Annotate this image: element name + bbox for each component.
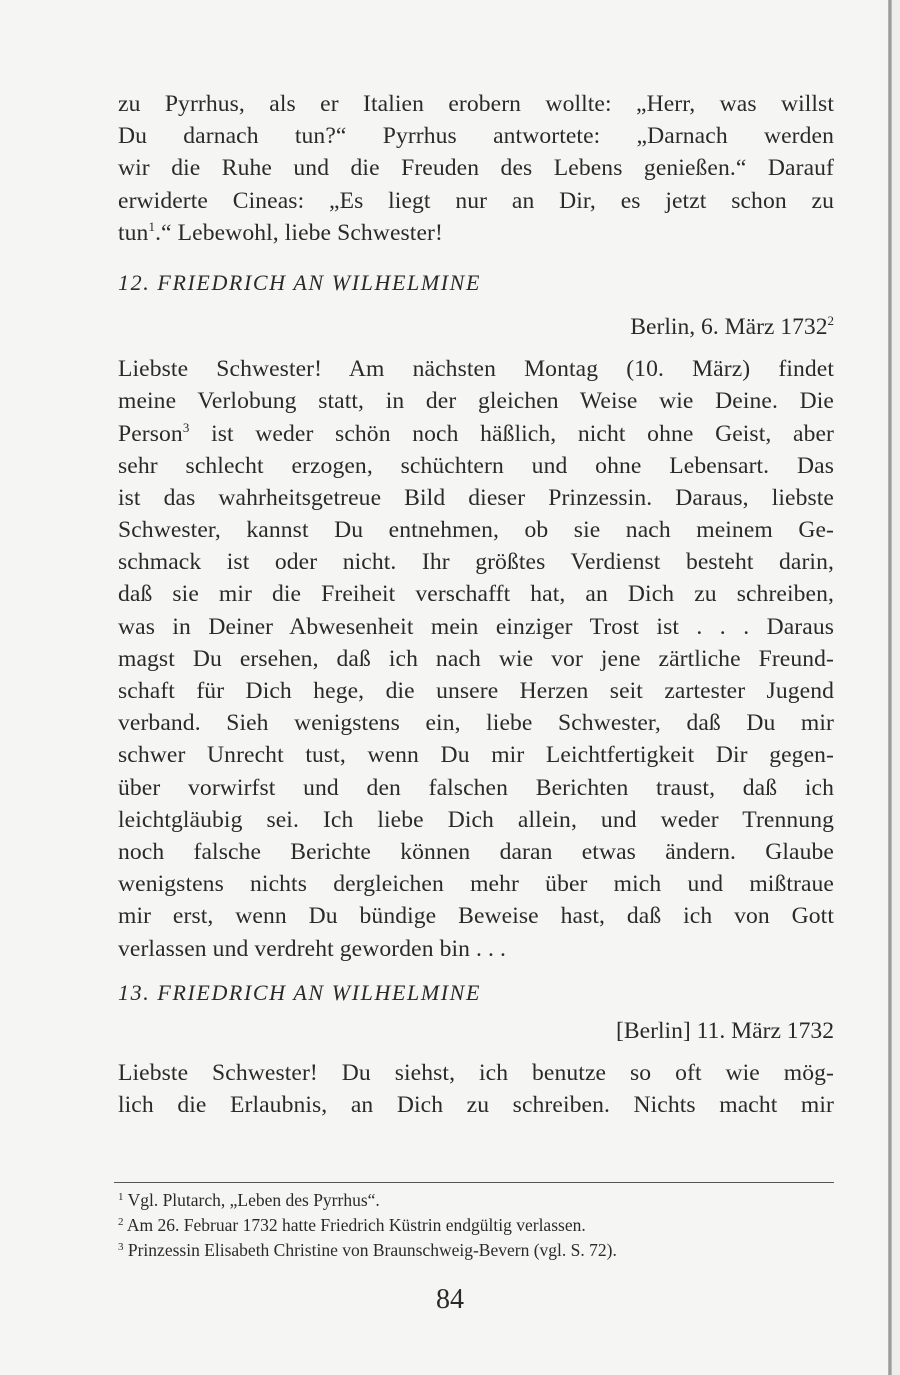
footnote-text: Prinzessin Elisabeth Christine von Braunschweig-Bevern (vgl. S. 72). xyxy=(127,1240,617,1260)
footnote-number: 1 xyxy=(118,1191,124,1203)
footnote xyxy=(118,1238,834,1263)
text-line: meine Verlobung statt, in der gleichen Weise wie Deine. Die xyxy=(118,388,834,415)
text-fragment: ist weder schön noch häßlich, nicht ohne Geist, aber xyxy=(189,420,834,447)
letter-body xyxy=(118,353,834,965)
footnote-text: Am 26. Februar 1732 hatte Friedrich Küstrin endgültig verlassen. xyxy=(126,1215,586,1235)
text-line: mir erst, wenn Du bündige Beweise hast, daß ich von Gott xyxy=(118,903,834,930)
letter-dateline: [Berlin] 11. März 1732 xyxy=(616,1017,834,1044)
text-line: erwiderte Cineas: „Es liegt nur an Dir, es jetzt schon zu xyxy=(118,187,834,214)
footnotes xyxy=(118,1188,834,1263)
text-line: noch falsche Berichte können daran etwas ändern. Glaube xyxy=(118,838,834,865)
text-line: über vorwirfst und den falschen Berichten traust, daß ich xyxy=(118,774,834,801)
footnote xyxy=(118,1213,834,1238)
next-page-margin xyxy=(892,0,900,1375)
text-line: schaft für Dich hege, die unsere Herzen seit zartester Jugend xyxy=(118,678,834,704)
text-line: Schwester, kannst Du entnehmen, ob sie nach meinem Ge- xyxy=(118,517,834,544)
footnote-divider xyxy=(114,1182,834,1183)
text-line: verband. Sieh wenigstens ein, liebe Schwester, daß Du mir xyxy=(118,710,834,737)
text-line: daß sie mir die Freiheit verschafft hat, an Dich zu schreiben, xyxy=(118,581,834,608)
text-line: verlassen und verdreht geworden bin . . . xyxy=(118,935,507,962)
text-line: Liebste Schwester! Du siehst, ich benutze so oft wie mög- xyxy=(118,1059,834,1086)
text-line: magst Du ersehen, daß ich nach wie vor jene zärtliche Freund- xyxy=(118,645,834,672)
text-fragment: .“ Lebewohl, liebe Schwester! xyxy=(155,219,443,246)
text-line: lich die Erlaubnis, an Dich zu schreiben. Nichts macht mir xyxy=(118,1092,834,1119)
letter-heading: 13. FRIEDRICH AN WILHELMINE xyxy=(118,979,481,1005)
text-line: zu Pyrrhus, als er Italien erobern wollte: „Herr, was willst xyxy=(118,91,834,117)
letter-dateline xyxy=(118,311,834,343)
footnote xyxy=(118,1188,834,1213)
text-line: Liebste Schwester! Am nächsten Montag (10. März) findet xyxy=(118,356,834,383)
footnote-ref: 1 xyxy=(148,218,156,234)
letter-heading: 12. FRIEDRICH AN WILHELMINE xyxy=(118,269,481,295)
footnote-number: 3 xyxy=(118,1241,124,1253)
text-line: sehr schlecht erzogen, schüchtern und ohne Lebensart. Das xyxy=(118,452,834,479)
text-line xyxy=(118,217,834,249)
letter-body xyxy=(118,1057,834,1121)
text-line xyxy=(118,418,834,450)
footnote-ref: 3 xyxy=(182,419,190,435)
text-line: leichtgläubig sei. Ich liebe Dich allein, und weder Trennung xyxy=(118,806,834,833)
footnote-ref: 2 xyxy=(827,312,834,328)
page-number: 84 xyxy=(436,1284,464,1315)
text-line: wir die Ruhe und die Freuden des Lebens genießen.“ Darauf xyxy=(118,155,834,182)
page-body xyxy=(118,88,834,1121)
text-line: ist das wahrheitsgetreue Bild dieser Prinzessin. Daraus, liebste xyxy=(118,484,834,511)
text-fragment: tun xyxy=(118,219,149,246)
text-line: Du darnach tun?“ Pyrrhus antwortete: „Darnach werden xyxy=(118,123,834,150)
dateline-text: Berlin, 6. März 1732 xyxy=(630,313,828,340)
letter-12 xyxy=(118,267,834,965)
text-fragment: Person xyxy=(118,420,183,447)
text-line: schmack ist oder nicht. Ihr größtes Verdienst besteht darin, xyxy=(118,549,834,576)
letter-13 xyxy=(118,977,834,1122)
footnote-number: 2 xyxy=(118,1216,124,1228)
text-line: schwer Unrecht tust, wenn Du mir Leichtfertigkeit Dir gegen- xyxy=(118,742,834,769)
text-line: was in Deiner Abwesenheit mein einziger Trost ist . . . Daraus xyxy=(118,613,834,640)
footnote-text: Vgl. Plutarch, „Leben des Pyrrhus“. xyxy=(127,1190,380,1210)
continuation-paragraph xyxy=(118,88,834,249)
text-line: wenigstens nichts dergleichen mehr über mich und mißtraue xyxy=(118,871,834,898)
